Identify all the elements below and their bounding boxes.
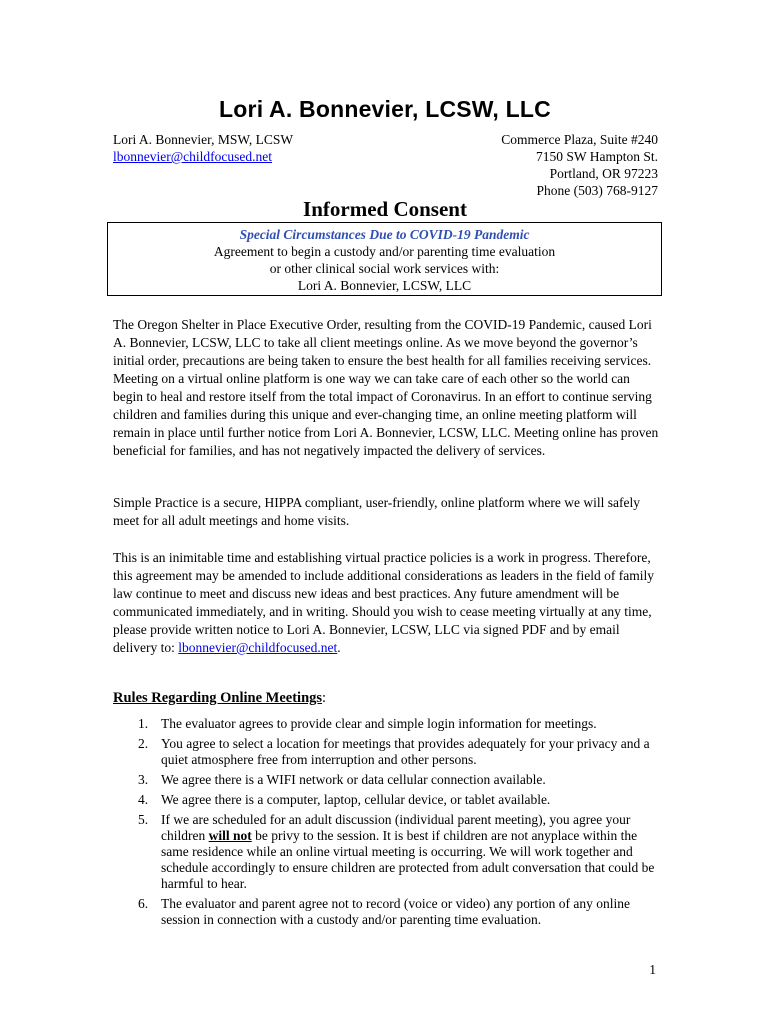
list-item	[113, 772, 661, 788]
period: .	[337, 640, 341, 655]
list-item	[113, 716, 661, 732]
address-line-1: Commerce Plaza, Suite #240	[501, 132, 658, 147]
paragraph-amendments	[113, 549, 661, 657]
list-item	[113, 812, 661, 892]
rules-heading	[113, 690, 326, 707]
document-title: Lori A. Bonnevier, LCSW, LLC	[219, 96, 551, 122]
list-text: The evaluator agrees to provide clear and simple login information for meetings.	[161, 716, 597, 731]
list-number: 4.	[138, 792, 149, 807]
email-link[interactable]: lbonnevier@childfocused.net	[113, 149, 273, 164]
contact-left	[113, 131, 293, 165]
list-text: We agree there is a WIFI network or data cellular connection available.	[161, 772, 546, 787]
page-number: 1	[649, 962, 656, 977]
list-item	[113, 896, 661, 928]
paragraph-executive-order: The Oregon Shelter in Place Executive Order, resulting from the COVID-19 Pandemic, caused Lori A. Bonnevier, LCSW, LLC to take all client meetings online. As we move beyond the governor’s initial order, precautions are being taken to ensure the best health for all families receiving services. Meeting on a virtual online platform is one way we can take care of each other so the world can begin to heal and restore itself from the total impact of Coronavirus. In an effort to continue serving children and families during this unique and ever-changing time, an online meeting platform will remain in place until further notice from Lori A. Bonnevier, LCSW, LLC. Meeting online has proven beneficial for families, and has not negatively impacted the delivery of services.	[113, 317, 659, 458]
special-circumstances: Special Circumstances Due to COVID-19 Pandemic	[239, 227, 530, 242]
list-item	[113, 736, 661, 768]
rules-heading-colon: :	[322, 690, 327, 706]
rules-heading-text: Rules Regarding Online Meetings	[113, 690, 323, 706]
phone-number: Phone (503) 768-9127	[536, 183, 658, 198]
list-item	[113, 792, 661, 808]
list-text: We agree there is a computer, laptop, cellular device, or tablet available.	[161, 792, 551, 807]
address-line-2: 7150 SW Hampton St.	[535, 149, 658, 164]
list-text: You agree to select a location for meetings that provides adequately for your privacy and a quiet atmosphere free from interruption and other persons.	[161, 736, 650, 767]
consent-title: Informed Consent	[303, 197, 467, 221]
list-text: The evaluator and parent agree not to record (voice or video) any portion of any online session in connection with a custody and/or parenting time evaluation.	[161, 896, 630, 927]
list-number: 5.	[138, 812, 149, 827]
author-name: Lori A. Bonnevier, MSW, LCSW	[113, 132, 294, 147]
list-text: If we are scheduled for an adult discussion (individual parent meeting), you agree your children	[161, 812, 631, 843]
list-number: 6.	[138, 896, 149, 911]
list-number: 2.	[138, 736, 149, 751]
consent-line-1: Agreement to begin a custody and/or parenting time evaluation	[213, 244, 556, 259]
paragraph-simple-practice: Simple Practice is a secure, HIPPA compliant, user-friendly, online platform where we will safely meet for all adult meetings and home visits.	[113, 495, 640, 528]
consent-box	[107, 222, 662, 296]
contact-right	[501, 131, 658, 199]
rules-list	[113, 716, 661, 932]
consent-line-3: Lori A. Bonnevier, LCSW, LLC	[297, 278, 472, 293]
list-text-emphasis: will not	[208, 828, 252, 843]
address-line-3: Portland, OR 97223	[549, 166, 658, 181]
paragraph-amendments-text: This is an inimitable time and establishing virtual practice policies is a work in progress. Therefore, this agreement may be amended to include additional considerations as leaders in the field of family law continue to meet and discuss new ideas and best practices. Any future amendment will be communicated immediately, and in writing. Should you wish to cease meeting virtually at any time, please provide written notice to Lori A. Bonnevier, LCSW, LLC via signed PDF and by email delivery to:	[113, 550, 654, 655]
list-number: 3.	[138, 772, 149, 787]
email-link-body[interactable]: lbonnevier@childfocused.net	[178, 640, 338, 655]
list-text: be privy to the session. It is best if children are not anyplace within the same residence while an online virtual meeting is occurring. We will work together and schedule accordingly to ensure children are protected from adult conversation that could be harmful to hear.	[161, 828, 655, 891]
list-number: 1.	[138, 716, 149, 731]
consent-line-2: or other clinical social work services with:	[269, 261, 500, 276]
